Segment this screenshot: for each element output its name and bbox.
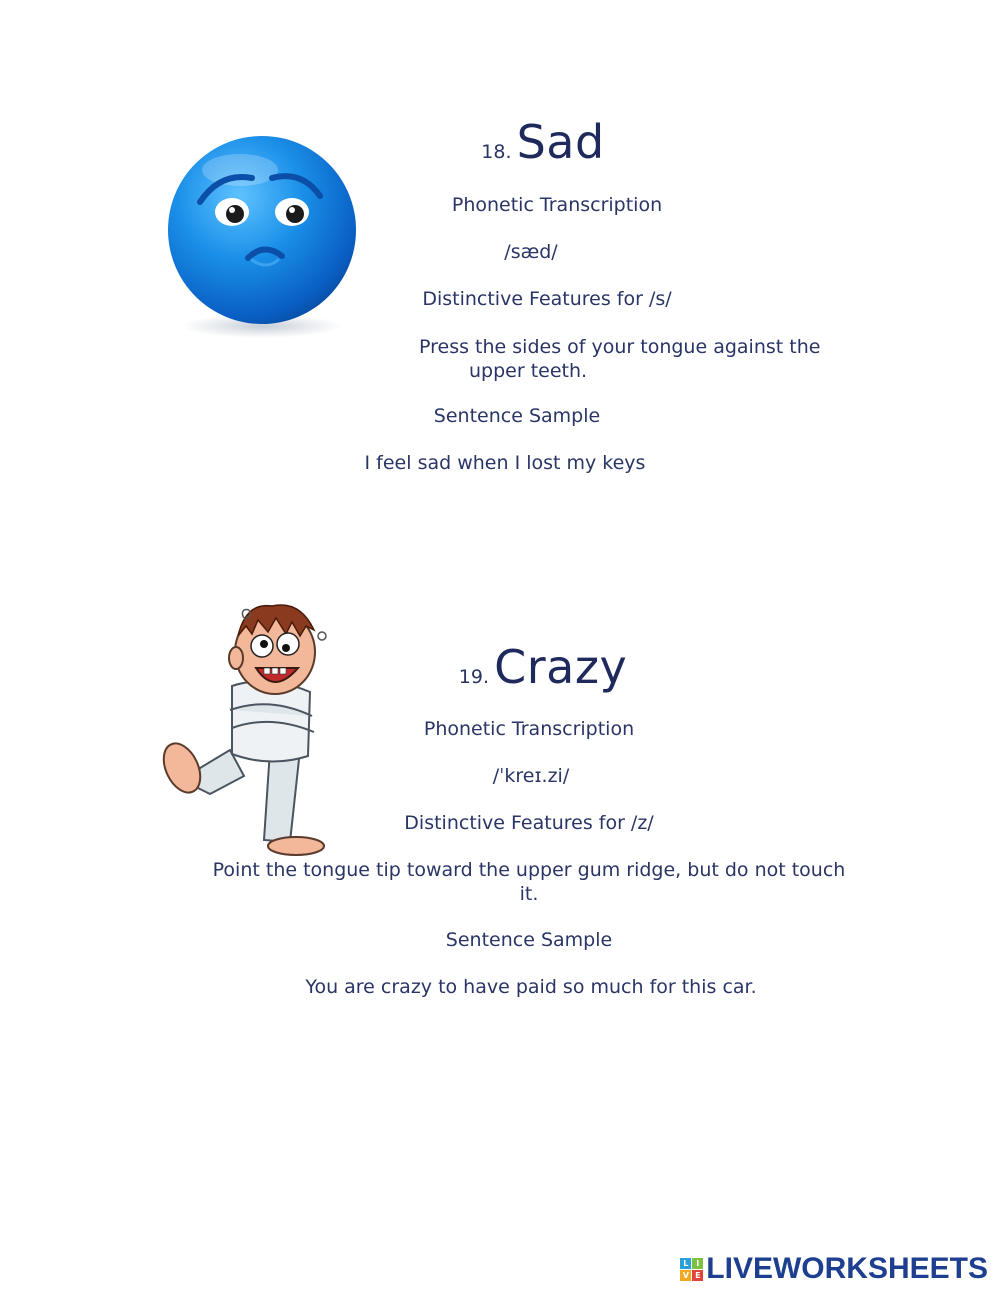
sentence-heading: Sentence Sample <box>445 929 613 951</box>
sentence-sample: You are crazy to have paid so much for this car. <box>305 976 757 998</box>
features-line-2: it. <box>519 883 539 905</box>
features-line-1: Press the sides of your tongue against the <box>419 336 821 358</box>
entry-word: Sad <box>516 115 605 169</box>
transcription: /ˈkreɪ.zi/ <box>492 765 570 787</box>
liveworksheets-logo[interactable] <box>680 1252 988 1286</box>
features-heading: Distinctive Features for /s/ <box>422 288 672 310</box>
logo-grid-letter: E <box>692 1270 703 1281</box>
entry-number: 18. <box>481 141 512 163</box>
logo-grid-icon <box>680 1258 703 1281</box>
features-line-2: upper teeth. <box>469 360 588 382</box>
entry-word: Crazy <box>494 640 628 694</box>
features-description <box>213 858 846 906</box>
logo-grid-letter: L <box>680 1258 691 1269</box>
phonetic-heading: Phonetic Transcription <box>451 194 663 216</box>
logo-grid-letter: V <box>680 1270 691 1281</box>
logo-text: LIVEWORKSHEETS <box>706 1252 988 1285</box>
sad-face-illustration <box>160 130 365 345</box>
features-description <box>419 335 820 383</box>
sentence-heading: Sentence Sample <box>433 405 601 427</box>
features-heading: Distinctive Features for /z/ <box>404 812 654 834</box>
phonetic-heading: Phonetic Transcription <box>423 718 635 740</box>
sentence-sample: I feel sad when I lost my keys <box>364 452 646 474</box>
entry-heading <box>459 640 627 694</box>
entry-number: 19. <box>458 666 490 688</box>
entry-heading <box>481 115 604 169</box>
crazy-man-illustration <box>160 600 340 862</box>
transcription: /sæd/ <box>504 241 558 263</box>
logo-grid-letter: I <box>692 1258 703 1269</box>
features-line-1: Point the tongue tip toward the upper gum ridge, but do not touch <box>212 859 846 881</box>
